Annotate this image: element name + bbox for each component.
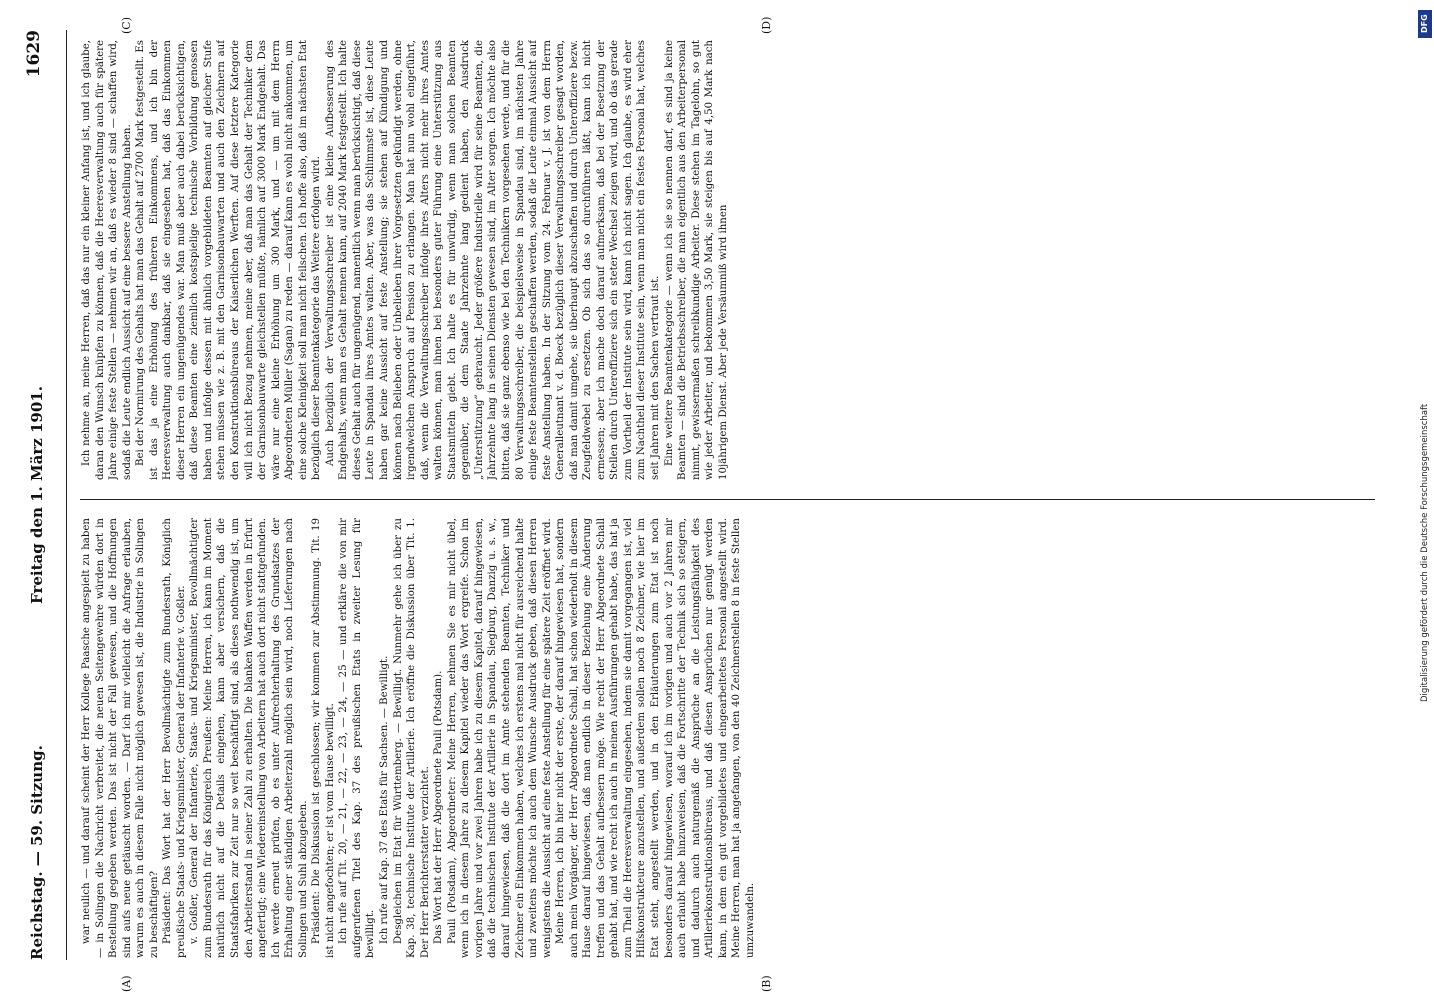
paragraph: Pauli (Potsdam), Abgeordneter: Meine Herren, nehmen Sie es mir nicht übel, wenn ich in diesem Jahre zu diesem Kapitel wieder das Wort ergreife. Schon im vorigen Jahre und vor zwei Jahren habe ich zu diesem Kapitel, darauf hingewiesen, daß die technischen Institute der Artillerie in Spandau, Siegburg, Danzig u. s. w., darauf hingewiesen, daß die dort im Amte stehenden Beamten, Techniker und Zeichner ein Einkommen haben, welches ich erstens mal nicht für ausreichend halte und zweitens möchte ich auch dem Wunsche Ausdruck geben, daß diesen Herren wenigstens die Aussicht auf eine feste Anstellung für eine spätere Zeit eröffnet wird. (446, 518, 553, 958)
digitization-note: Digitalisierung gefördert durch die Deutsche Forschungsgemeinschaft (1420, 403, 1430, 702)
running-header (18, 30, 62, 960)
paragraph: Präsident: Die Diskussion ist geschlossen; wir kommen zur Abstimmung. Tit. 19 ist nicht angefochten; er ist vom Hause bewilligt. (311, 518, 336, 958)
digitization-sidebar (1418, 10, 1432, 990)
paragraph: Eine weitere Beamtenkategorie — wenn ich sie so nennen darf, es sind ja keine Beamten — sind die Betriebsschreiber, die man eigentlich aus den Arbeiterpersonal nimmt, gewissermaßen schreibkundige Arbeiter. Diese stehen im Tagelohn, so gut wie jeder Arbeiter, und bekommen 3,50 Mark, sie steigen bis auf 4,50 Mark nach 10jährigem Dienst. Aber jede Versäumniß wird ihnen (663, 40, 729, 480)
column-divider (80, 499, 1375, 500)
paragraph: Das Wort hat der Herr Abgeordnete Pauli (Potsdam). (433, 670, 445, 944)
paragraph: war neulich — und darauf scheint der Herr Kollege Paasche angespielt zu haben — in Solingen die Nachricht verbreitet, die neuen Seitengewehre würden dort in Bestellung gegeben werden. Das ist nicht der Fall gewesen, und die Hoffnungen sind aufs neue getäuscht worden. — Darf ich mir vielleicht die Anfrage erlauben, warum es auch in diesem Falle nicht möglich gewesen ist, die Industrie in Solingen zu beschäftigen? (81, 518, 160, 958)
header-left: Reichstag. — 59. Sitzung. (28, 745, 46, 960)
paragraph: Meine Herren, ich bin hier nicht der erste, der darauf hingewiesen hat, sondern auch mein Vorgänger, der Herr Abgeordnete Schall, hat schon wiederholt in diesem Hause darauf hingewiesen, daß man endlich in dieser Beziehung eine Änderung treffen und das Gehalt aufbessern möge. Wie recht der Herr Abgeordnete Schall gehabt hat, und wie recht ich auch in meinen Ausführungen gehabt habe, das hat ja zum Theil die Heeresverwaltung eingesehen, indem sie damit vorgegangen ist, viel Hilfskonstrukteure anzustellen, und außerdem sollen noch 8 Zeichner, wie hier im Etat steht, angestellt werden, und in den Erläuterungen zum Etat ist noch besonders darauf hingewiesen, worauf ich im vorigen und auch vor 2 Jahren mir auch erlaubt habe hinzuweisen, daß die Fortschritte der Technik sich so steigern, und dadurch auch naturgemäß die Ansprüche an die Leistungsfähigkeit des Artilleriekonstruktionsbüreaus, und daß diesen Ansprüchen nur genügt werden kann, in dem ein gut vorgebildetes und eingearbeitetes Personal angestellt wird. Meine Herren, man hat ja angefangen, von den 40 Zeichnerstellen 8 in feste Stellen umzuwandeln. (555, 518, 756, 958)
paragraph: Ich rufe auf Kap. 37 des Etats für Sachsen. — Bewilligt. (379, 655, 391, 944)
header-rule (66, 30, 67, 960)
paragraph: Desgleichen im Etat für Württemberg. — Bewilligt. Nunmehr gehe ich über zu Kap. 38, technische Institute der Artillerie. Ich eröffne die Diskussion über Tit. 1. Der Herr Berichterstatter verzichtet. (392, 518, 431, 958)
paragraph: Ich nehme an, meine Herren, daß das nur ein kleiner Anfang ist, und ich glaube, daran den Wunsch knüpfen zu können, daß die Heeresverwaltung auch für spätere Jahre einige feste Stellen — nehmen wir an, daß es wieder 8 sind — schaffen wird, sodaß die Leute endlich Aussicht auf eine bessere Anstellung haben. (81, 40, 133, 480)
page-number: 1629 (24, 30, 44, 78)
paragraph: v. Goßler, General der Infanterie, Staats- und Kriegsminister, Bevollmächtigter zum Bundesrath für das Königreich Preußen: Meine Herren, ich kann im Moment natürlich nicht auf die Details eingehen, kann aber versichern, daß die Staatsfabriken zur Zeit nur so weit beschäftigt sind, als dieses nothwendig ist, um den Arbeiterstand in seiner Zahl zu erhalten. Die blanken Waffen werden in Erfurt angefertigt; eine Wiedereinstellung von Arbeitern hat auch dort nicht stattgefunden. Ich werde erneut prüfen, ob es unter Aufrechterhaltung des Grundsatzes der Erhaltung einer ständigen Arbeiterzahl möglich sein wird, noch Lieferungen nach Solingen und Suhl abzugeben. (189, 518, 309, 958)
paragraph: Ich rufe auf Tit. 20, — 21, — 22, — 23, — 24, — 25 — und erkläre die von mir aufgerufenen Titel des Kap. 37 des preußischen Etats in zweiter Lesung für bewilligt. (338, 518, 377, 958)
left-column (80, 518, 1370, 958)
margin-mark-a: (A) (120, 975, 133, 992)
margin-mark-d: (D) (760, 16, 773, 34)
dfg-logo: DFG (1418, 10, 1432, 38)
header-center: Freitag den 1. März 1901. (28, 386, 46, 604)
paragraph: Auch bezüglich der Verwaltungsschreiber ist eine kleine Aufbesserung des Endgehalts, wenn man es Gehalt nennen kann, auf 2040 Mark festgestellt. Ich halte dieses Gehalt auch für ungenügend, namentlich wenn man berücksichtigt, daß diese Leute in Spandau ihres Amtes walten. Aber, was das Schlimmste ist, diese Leute haben gar keine Aussicht auf feste Anstellung; sie stehen auf Kündigung und können nach Belieben oder Unbelieben ihrer Vorgesetzten gekündigt werden, ohne irgendwelchen Anspruch auf Pension zu erlangen. Man hat nun wohl eingeführt, daß, wenn die Verwaltungsschreiber infolge ihres Alters nicht mehr ihres Amtes walten können, man ihnen bei besonders guter Führung eine Unterstützung aus Staatsmitteln giebt. Ich halte es für unwürdig, wenn man solchen Beamten gegenüber, die dem Staate Jahrzehnte lang gedient haben, den Ausdruck „Unterstützung“ gebraucht. Jeder größere Industrielle wird für seine Beamten, die Jahrzehnte lang in seinen Diensten gewesen sind, im Alter sorgen. Ich möchte also bitten, daß sie ganz ebenso wie bei den Technikern vorgesehen werde, und für die 80 Verwaltungsschreiber, die beispielsweise in Spandau sind, im nächsten Jahre einige feste Beamtenstellen geschaffen werden, sodaß die Leute einmal Aussicht auf feste Anstellung haben. In der Sitzung vom 24. Februar v. J. ist von dem Herrn Generalleutnant v. d. Boeck bezüglich dieser Verwaltungsschreiber gesagt worden, daß man damit umgehe, sie überhaupt abzuschaffen und durch Unteroffiziere bezw. Zeugfeldwebel zu ersetzen. Ob sich das so durchführen läßt, kann ich nicht ermessen; aber ich mache doch darauf aufmerksam, daß bei der Besetzung der Stellen durch Unteroffiziere sich ein steter Wechsel zeigen wird, und ob das gerade zum Vortheil der Institute sein wird, kann ich nicht sagen. Ich glaube, es wird eher zum Nachtheil dieser Institute sein, wenn man nicht ein festes Personal hat, welches seit Jahren mit den Sachen vertraut ist. (324, 40, 661, 480)
margin-mark-b: (B) (760, 975, 773, 992)
right-column (80, 40, 1370, 480)
paragraph: Bei der Normirung des Gehalts hat man das Gehalt auf 2700 Mark festgestellt. Es ist das ja eine Erhöhung des früheren Einkommens, und ich bin der Heeresverwaltung auch dankbar, daß sie eingesehen hat, daß das Einkommen dieser Herren ein ungenügendes war. Man muß aber auch dabei berücksichtigen, daß diese Beamten eine ziemlich kostspielige technische Vorbildung genossen haben und infolge dessen mit ähnlich vorgebildeten Beamten auf gleicher Stufe stehen müssen wie z. B. mit den Garnisonbauwarten und auch den Zeichnern auf den Konstruktionsbüreaus der Kaiserlichen Werften. Auf diese letztere Kategorie will ich nicht Bezug nehmen, meine aber, daß man das Gehalt der Techniker dem der Garnisonbauwarte gleichstellen müßte, nämlich auf 3000 Mark Endgehalt. Das wäre nur eine kleine Erhöhung um 300 Mark, und — um mit dem Herrn Abgeordneten Müller (Sagan) zu reden — darauf kann es wohl nicht ankommen, um eine solche Kleinigkeit soll man nicht feilschen. Ich hoffe also, daß im nächsten Etat bezüglich dieser Beamtenkategorie das Weitere erfolgen wird. (135, 40, 323, 480)
paragraph: Präsident: Das Wort hat der Herr Bevollmächtigte zum Bundesrath, Königlich preußische Staats- und Kriegsminister, General der Infanterie v. Goßler. (162, 518, 187, 958)
margin-mark-c: (C) (120, 17, 133, 34)
